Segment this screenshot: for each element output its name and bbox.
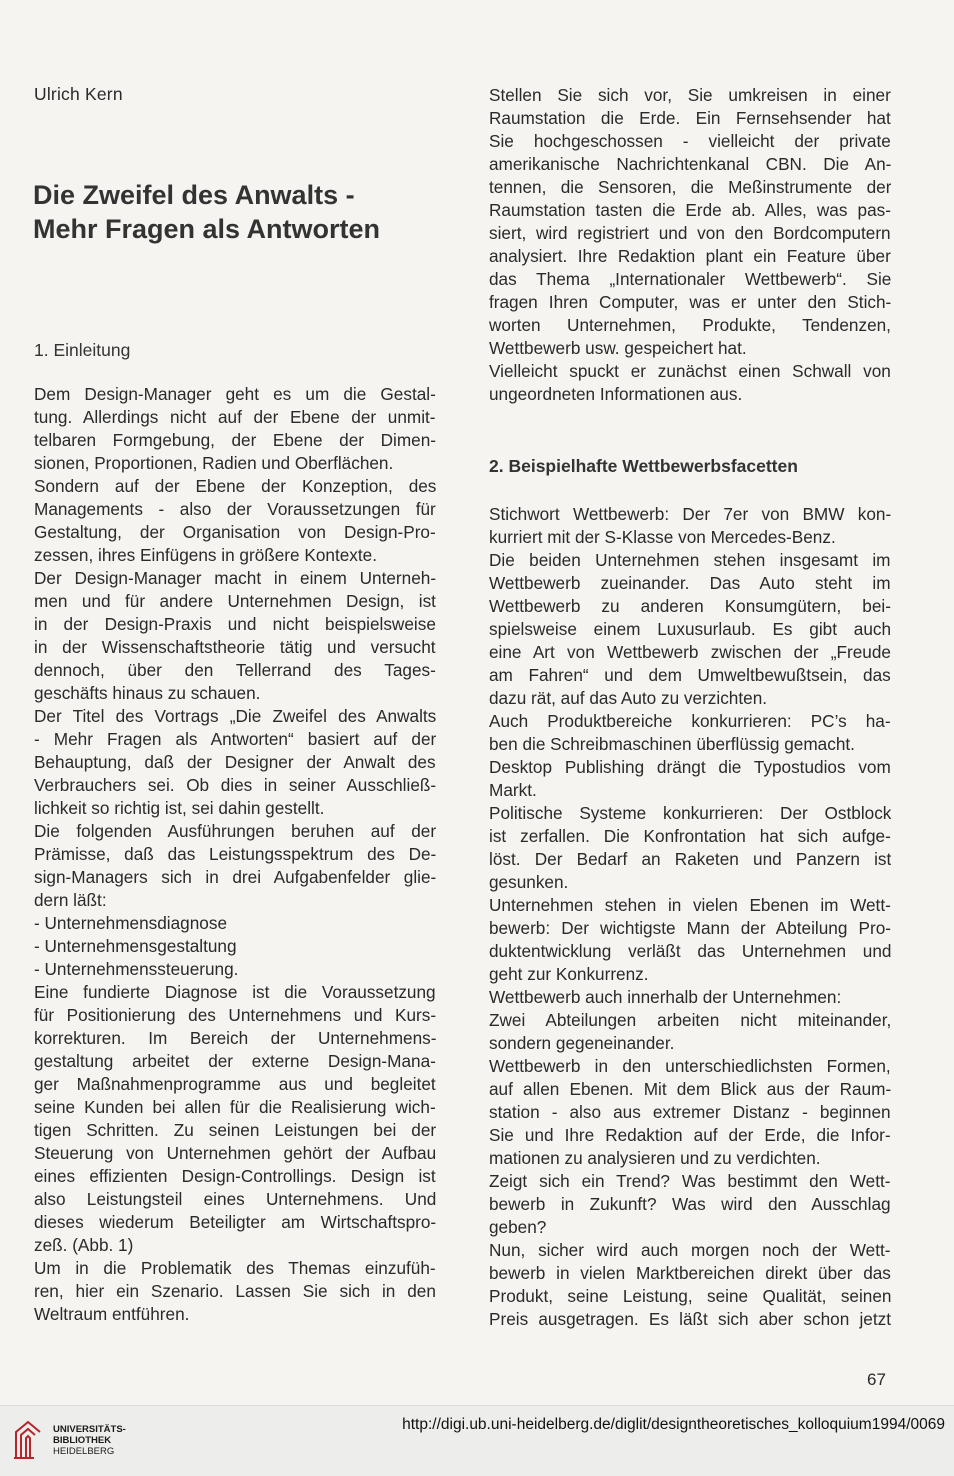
title-line: Die Zweifel des Anwalts - <box>33 180 355 210</box>
text-line: Der Design-Manager macht in einem Unterneh- <box>34 568 436 588</box>
text-line: analysiert. Ihre Redaktion plant ein Feature über <box>489 246 891 266</box>
text-line: löst. Der Bedarf an Raketen und Panzern ist <box>489 849 891 869</box>
text-line: Sondern auf der Ebene der Konzeption, des <box>34 476 436 496</box>
text-line: Wettbewerb zu anderen Konsumgütern, bei- <box>489 596 891 616</box>
ub-heidelberg-logo-icon <box>12 1418 44 1462</box>
text-line: telbaren Formgebung, der Ebene der Dimen- <box>34 430 436 450</box>
right-column-top-text <box>489 84 891 406</box>
text-line: seine Kunden bei allen für die Realisierung wich- <box>34 1097 436 1117</box>
text-line: siert, wird registriert und von den Bordcomputern <box>489 223 891 243</box>
text-line: in der Design-Praxis und nicht beispielsweise <box>34 614 436 634</box>
text-line: Behauptung, daß der Designer der Anwalt des <box>34 752 436 772</box>
text-line: tennen, die Sensoren, die Meßinstrumente der <box>489 177 891 197</box>
text-line: Verbrauchers sei. Ob dies in seiner Ausschließ- <box>34 775 436 795</box>
text-line: Zeigt sich ein Trend? Was bestimmt den Wett- <box>489 1171 891 1191</box>
text-line: für Positionierung des Unternehmens und Kurs- <box>34 1005 436 1025</box>
text-line: ger Maßnahmenprogramme aus und begleitet <box>34 1074 436 1094</box>
permalink-url[interactable]: http://digi.ub.uni-heidelberg.de/diglit/designtheoretisches_kolloquium1994/0069 <box>402 1416 945 1433</box>
library-name-line: BIBLIOTHEK <box>53 1435 112 1446</box>
text-line: Zwei Abteilungen arbeiten nicht miteinander, <box>489 1010 891 1030</box>
text-line: tigen Schritten. Zu seinen Leistungen bei der <box>34 1120 436 1140</box>
text-line: Sie und Ihre Redaktion auf der Erde, die Infor- <box>489 1125 891 1145</box>
text-line: gesunken. <box>489 872 569 892</box>
text-line: Wettbewerb zueinander. Das Auto steht im <box>489 573 891 593</box>
text-line: Wettbewerb usw. gespeichert hat. <box>489 338 747 358</box>
text-line: Stellen Sie sich vor, Sie umkreisen in einer <box>489 85 891 105</box>
text-line: Weltraum entführen. <box>34 1304 190 1324</box>
text-line: zeß. (Abb. 1) <box>34 1235 134 1255</box>
text-line: am Fahren“ und dem Umweltbewußtsein, das <box>489 665 891 685</box>
text-line: dieses wiederum Beteiligter am Wirtschaftspro- <box>34 1212 436 1232</box>
text-line: eines effizienten Design-Controllings. Design ist <box>34 1166 436 1186</box>
text-line: Der Titel des Vortrags „Die Zweifel des Anwalts <box>34 706 436 726</box>
text-line: bewerb in vielen Marktbereichen direkt über das <box>489 1263 891 1283</box>
text-line: ungeordneten Informationen aus. <box>489 384 743 404</box>
text-line: Nun, sicher wird auch morgen noch der Wett- <box>489 1240 891 1260</box>
section-heading-einleitung: 1. Einleitung <box>34 340 131 360</box>
title-line: Mehr Fragen als Antworten <box>33 214 381 244</box>
text-line: Wettbewerb auch innerhalb der Unternehmen: <box>489 987 842 1007</box>
text-line: Sie hochgeschossen - vielleicht der private <box>489 131 891 151</box>
text-line: korrekturen. Im Bereich der Unternehmens- <box>34 1028 436 1048</box>
text-line: Steuerung von Unternehmen gehört der Aufbau <box>34 1143 436 1163</box>
text-line: Markt. <box>489 780 537 800</box>
text-line: tung. Allerdings nicht auf der Ebene der unmit- <box>34 407 436 427</box>
text-line: Stichwort Wettbewerb: Der 7er von BMW kon- <box>489 504 891 524</box>
text-line: Die beiden Unternehmen stehen insgesamt im <box>489 550 891 570</box>
text-line: station - also aus extremer Distanz - beginnen <box>489 1102 891 1122</box>
text-line: ben die Schreibmaschinen überflüssig gemacht. <box>489 734 855 754</box>
text-line: Preis ausgetragen. Es läßt sich aber schon jetzt <box>489 1309 891 1329</box>
library-name-line: HEIDELBERG <box>53 1446 115 1457</box>
text-line: Eine fundierte Diagnose ist die Voraussetzung <box>34 982 436 1002</box>
footer-bar <box>0 1405 954 1476</box>
text-line: bewerb: Der wichtigste Mann der Abteilung Pro- <box>489 918 891 938</box>
text-line: duktentwicklung verläßt das Unternehmen und <box>489 941 891 961</box>
left-column-text <box>34 383 436 1326</box>
text-line: mationen zu analysieren und zu verdichten. <box>489 1148 821 1168</box>
text-line: - Unternehmensgestaltung <box>34 936 237 956</box>
text-line: Auch Produktbereiche konkurrieren: PC’s ha- <box>489 711 891 731</box>
text-line: spielsweise einem Luxusurlaub. Es gibt auch <box>489 619 891 639</box>
text-line: - Unternehmensdiagnose <box>34 913 227 933</box>
text-line: - Unternehmenssteuerung. <box>34 959 239 979</box>
text-line: dennoch, über den Tellerrand des Tages- <box>34 660 436 680</box>
text-line: geben? <box>489 1217 547 1237</box>
text-line: Um in die Problematik des Themas einzufüh- <box>34 1258 436 1278</box>
text-line: auf allen Ebenen. Mit dem Blick aus der Raum- <box>489 1079 891 1099</box>
text-line: fragen Ihren Computer, was er unter den Stich- <box>489 292 891 312</box>
section-heading-wettbewerbsfacetten: 2. Beispielhafte Wettbewerbsfacetten <box>489 456 798 476</box>
text-line: also Leistungsteil eines Unternehmens. Und <box>34 1189 436 1209</box>
text-line: zessen, ihres Einfügens in größere Kontexte. <box>34 545 377 565</box>
text-line: Managements - also der Voraussetzungen für <box>34 499 436 519</box>
text-line: ren, hier ein Szenario. Lassen Sie sich in den <box>34 1281 436 1301</box>
page-number: 67 <box>867 1370 886 1389</box>
text-line: Raumstation die Erde. Ein Fernsehsender hat <box>489 108 891 128</box>
text-line: amerikanische Nachrichtenkanal CBN. Die An- <box>489 154 891 174</box>
text-line: Produkt, seine Leistung, seine Qualität, seinen <box>489 1286 891 1306</box>
text-line: sionen, Proportionen, Radien und Oberflächen. <box>34 453 394 473</box>
text-line: dazu rät, auf das Auto zu verzichten. <box>489 688 768 708</box>
text-line: Vielleicht spuckt er zunächst einen Schwall von <box>489 361 891 381</box>
text-line: Raumstation tasten die Erde ab. Alles, was pas- <box>489 200 891 220</box>
text-line: Unternehmen stehen in vielen Ebenen im Wett- <box>489 895 891 915</box>
text-line: Dem Design-Manager geht es um die Gestal- <box>34 384 436 404</box>
text-line: Desktop Publishing drängt die Typostudios vom <box>489 757 891 777</box>
library-name <box>53 1424 126 1457</box>
text-line: lichkeit so richtig ist, sei dahin gestellt. <box>34 798 325 818</box>
text-line: gestaltung arbeitet der externe Design-Mana- <box>34 1051 436 1071</box>
right-column-text <box>489 503 891 1331</box>
text-line: geht zur Konkurrenz. <box>489 964 649 984</box>
text-line: Die folgenden Ausführungen beruhen auf der <box>34 821 436 841</box>
text-line: worten Unternehmen, Produkte, Tendenzen, <box>489 315 891 335</box>
text-line: sign-Managers sich in drei Aufgabenfelder glie- <box>34 867 436 887</box>
text-line: dern läßt: <box>34 890 107 910</box>
text-line: - Mehr Fragen als Antworten“ basiert auf der <box>34 729 436 749</box>
text-line: ist zerfallen. Die Konfrontation hat sich aufge- <box>489 826 891 846</box>
text-line: in der Wissenschaftstheorie tätig und versucht <box>34 637 436 657</box>
author-name: Ulrich Kern <box>34 84 123 104</box>
library-name-line: UNIVERSITÄTS- <box>53 1424 126 1435</box>
text-line: eine Art von Wettbewerb zwischen der „Freude <box>489 642 891 662</box>
text-line: Gestaltung, der Organisation von Design-Pro- <box>34 522 436 542</box>
article-title <box>33 178 453 246</box>
text-line: Wettbewerb in den unterschiedlichsten Formen, <box>489 1056 891 1076</box>
text-line: men und für andere Unternehmen Design, ist <box>34 591 436 611</box>
text-line: Politische Systeme konkurrieren: Der Ostblock <box>489 803 891 823</box>
text-line: sondern gegeneinander. <box>489 1033 675 1053</box>
text-line: bewerb in Zukunft? Was wird den Ausschlag <box>489 1194 891 1214</box>
text-line: kurriert mit der S-Klasse von Mercedes-Benz. <box>489 527 836 547</box>
text-line: Prämisse, daß das Leistungsspektrum des De- <box>34 844 436 864</box>
text-line: geschäfts hinaus zu schauen. <box>34 683 261 703</box>
text-line: das Thema „Internationaler Wettbewerb“. Sie <box>489 269 891 289</box>
